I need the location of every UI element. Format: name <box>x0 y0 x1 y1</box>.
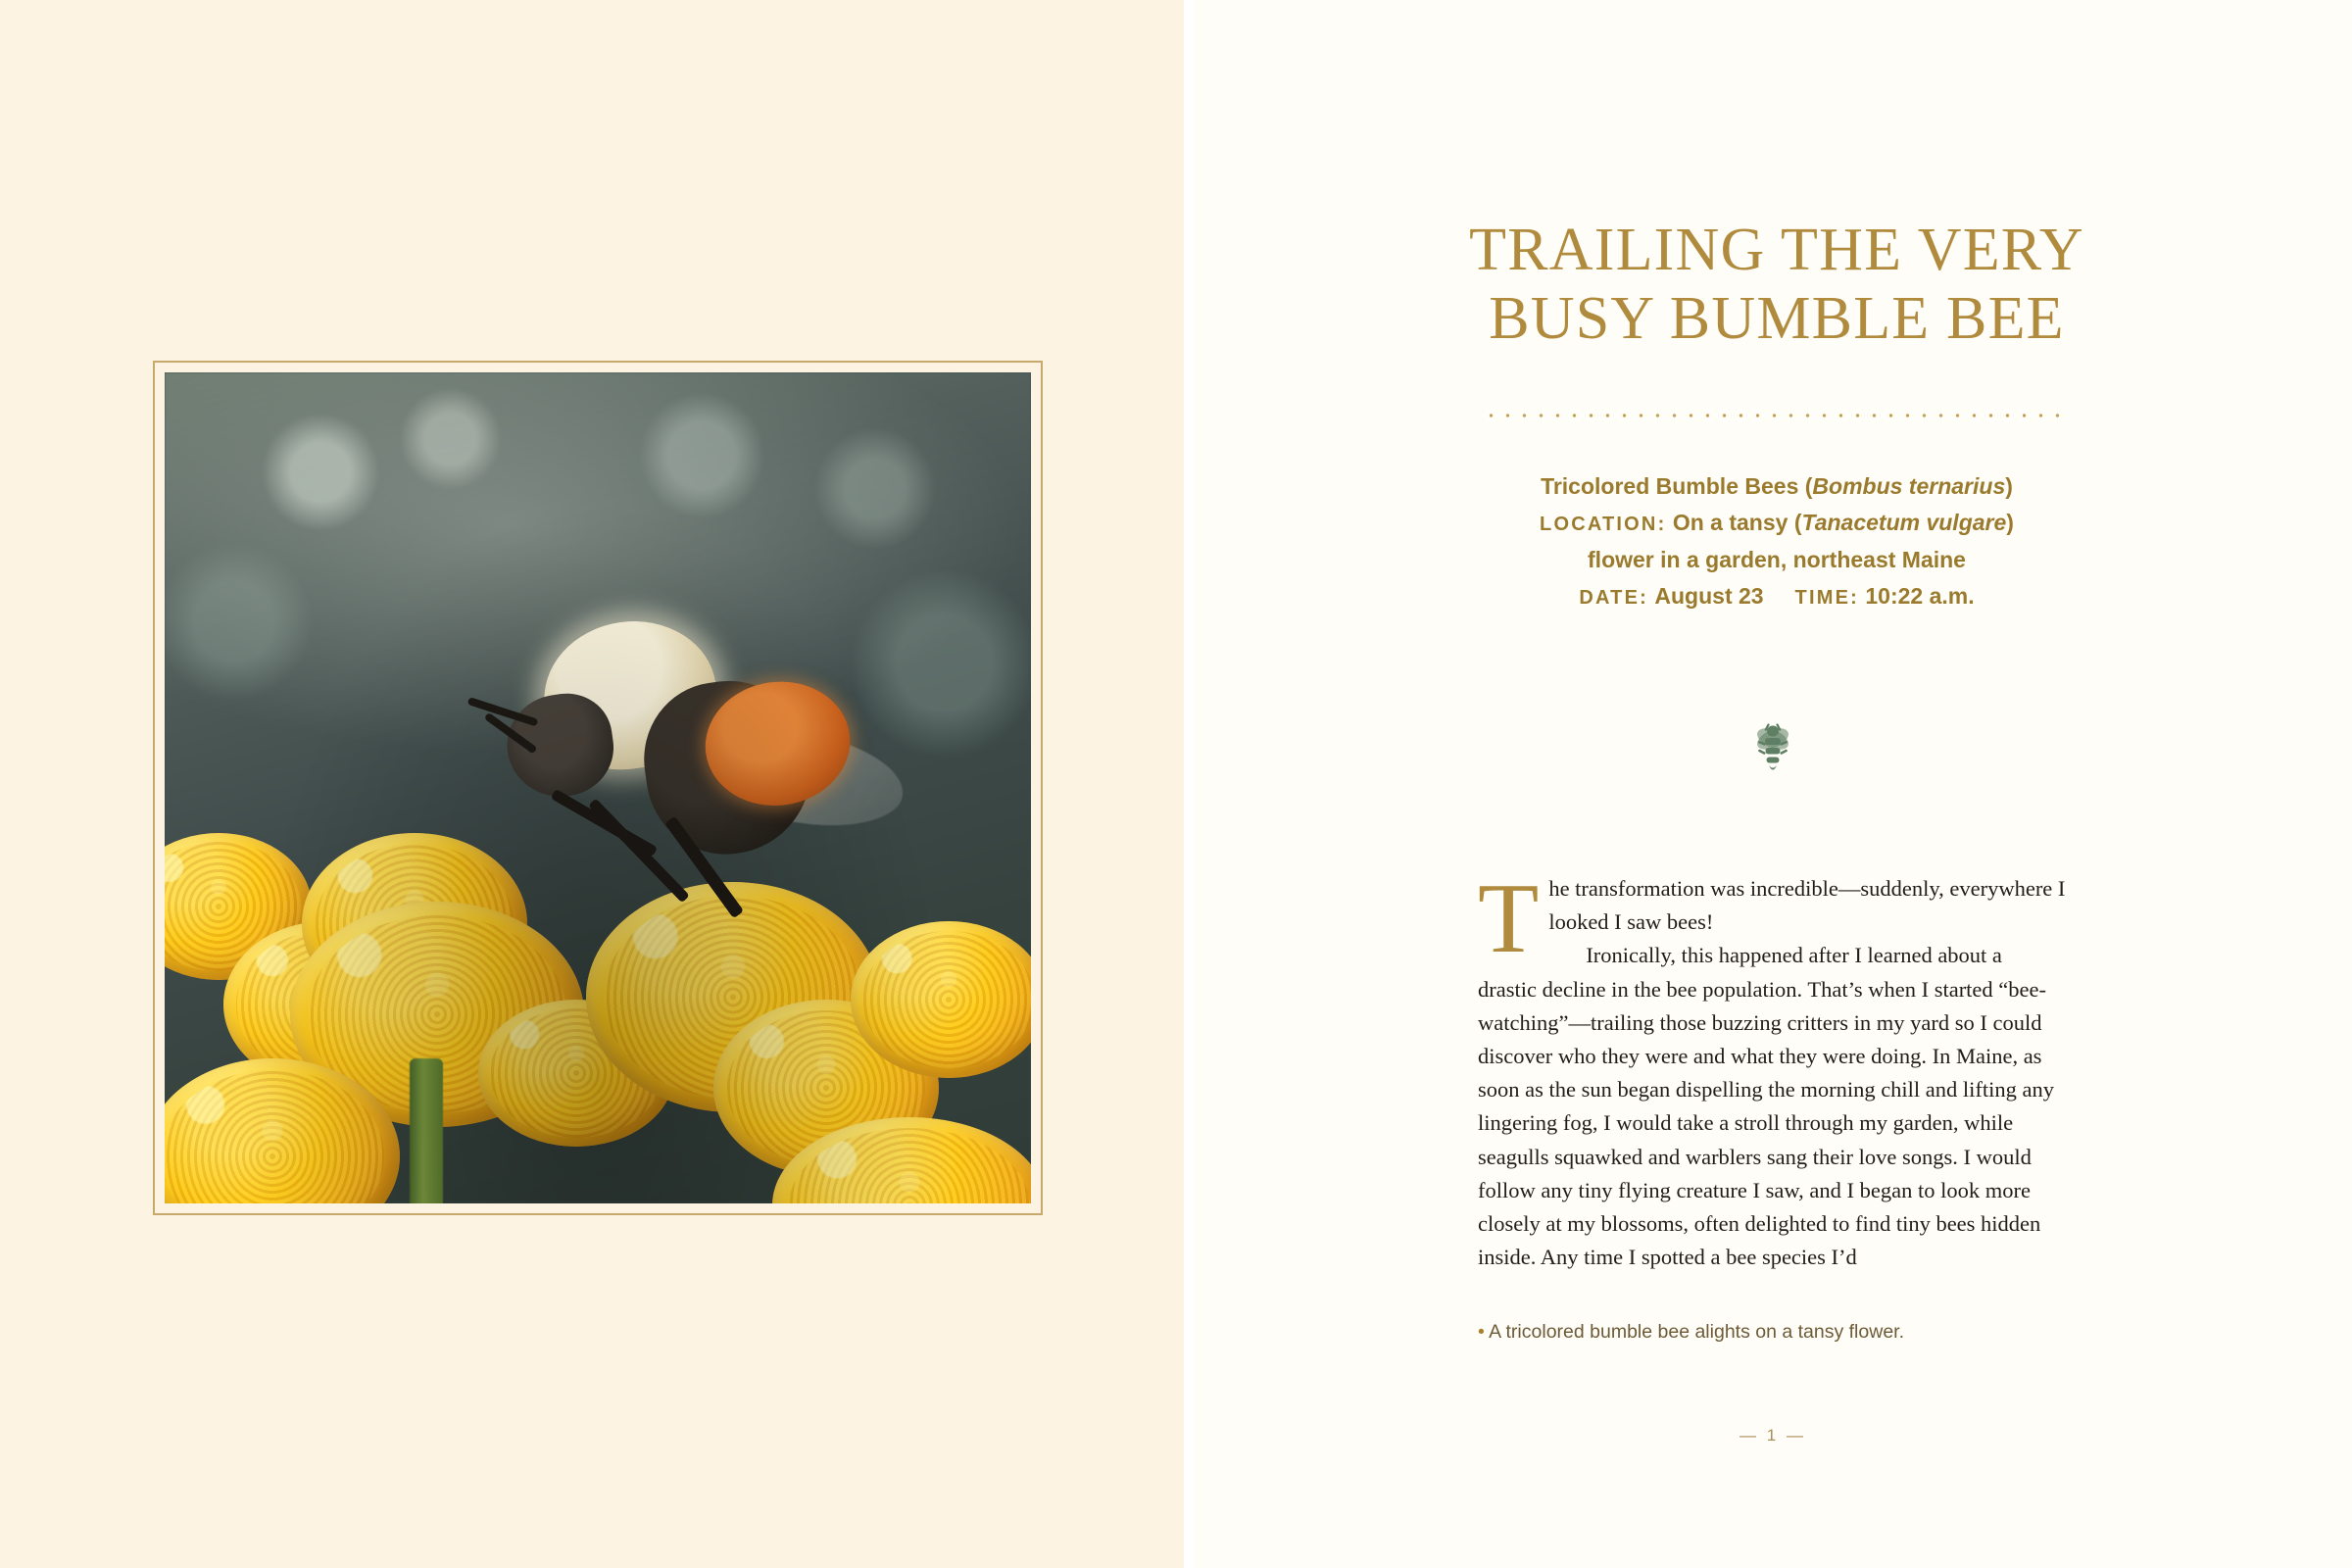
date-value: August 23 <box>1654 582 1764 609</box>
page-number: — 1 — <box>1740 1426 1806 1445</box>
article-body <box>1478 863 2066 1274</box>
location-line-2: flower in a garden, northeast Maine <box>1588 546 1966 572</box>
headline-line-2: BUSY BUMBLE BEE <box>1489 284 2065 352</box>
dotted-divider <box>1483 412 2071 419</box>
location-label: LOCATION: <box>1540 514 1667 536</box>
location-value-prefix: On a tansy ( <box>1666 510 1802 536</box>
location-line <box>1370 505 2183 541</box>
headline-line-1: TRAILING THE VERY <box>1469 216 2084 283</box>
drop-cap: T <box>1478 863 1540 974</box>
plant-latin-name: Tanacetum vulgare <box>1801 510 2007 536</box>
date-label: DATE: <box>1579 586 1648 609</box>
bee-photograph <box>165 372 1031 1203</box>
species-prefix: Tricolored Bumble Bees ( <box>1541 473 1813 499</box>
species-latin-name: Bombus ternarius <box>1812 473 2006 499</box>
bee-icon <box>1737 717 1809 780</box>
body-paragraph-2: Ironically, this happened after I learned about a drastic decline in the bee population. That’s when I started “bee-watching”—trailing those buzzing critters in my yard so I could discover who they were and what they were doing. In Maine, as soon as the sun began dispelling the morning chill and lifting any lingering fog, I would take a stroll through my garden, while seagulls squawked and warblers sang their love songs. I would follow any tiny flying creature I saw, and I began to look more closely at my blossoms, often delighted to find tiny bees hidden inside. Any time I spotted a bee species I’d <box>1478 943 2055 1270</box>
time-value: 10:22 a.m. <box>1865 582 1975 609</box>
tansy-bloom <box>851 921 1031 1078</box>
tansy-stem <box>410 1058 443 1203</box>
bee-ornament <box>1194 717 2352 785</box>
body-paragraph-1: he transformation was incredible—suddenly, everywhere I looked I saw bees! <box>1548 876 2066 935</box>
caption-text: A tricolored bumble bee alights on a tansy flower. <box>1484 1321 1904 1343</box>
caption-bullet: • <box>1478 1321 1485 1343</box>
species-line <box>1370 468 2183 505</box>
photo-caption <box>1478 1321 2085 1344</box>
page-title <box>1370 216 2183 353</box>
right-page <box>1194 0 2352 1568</box>
species-suffix: ) <box>2005 473 2013 499</box>
photo-frame <box>153 361 1043 1215</box>
bumble-bee-subject <box>440 580 889 929</box>
species-caption-block <box>1370 468 2183 614</box>
location-value-suffix: ) <box>2006 510 2014 536</box>
time-label: TIME: <box>1794 586 1859 609</box>
date-time-line <box>1370 578 2183 614</box>
page-gutter <box>1184 0 1194 1568</box>
